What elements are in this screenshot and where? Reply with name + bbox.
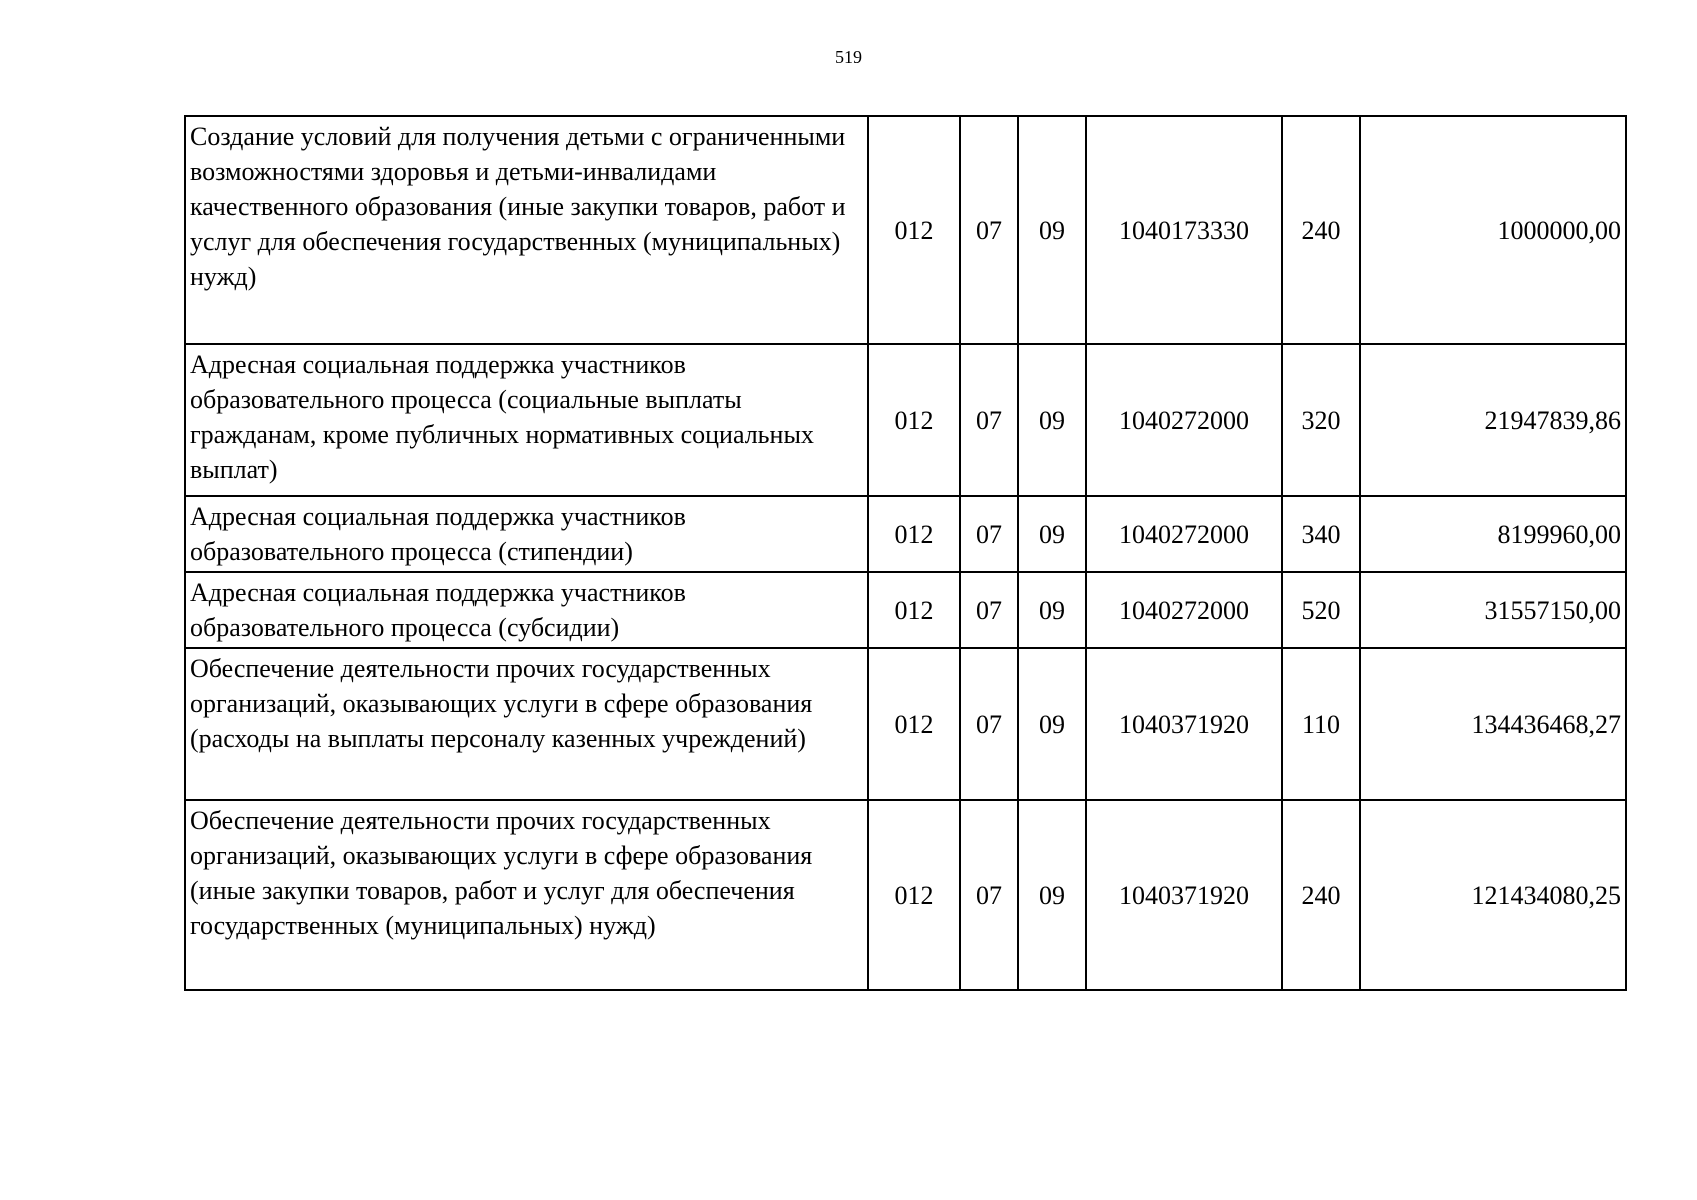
subsection-code: 09 — [1018, 800, 1086, 990]
subsection-code: 09 — [1018, 344, 1086, 496]
expense-type-code: 240 — [1282, 800, 1360, 990]
expense-type-code: 340 — [1282, 496, 1360, 572]
subsection-code: 09 — [1018, 116, 1086, 344]
amount: 121434080,25 — [1360, 800, 1626, 990]
amount: 134436468,27 — [1360, 648, 1626, 800]
section-code: 07 — [960, 572, 1018, 648]
target-article-code: 1040272000 — [1086, 572, 1282, 648]
subsection-code: 09 — [1018, 496, 1086, 572]
table-row — [185, 116, 1626, 344]
ministry-code: 012 — [868, 496, 960, 572]
table-row — [185, 648, 1626, 800]
ministry-code: 012 — [868, 572, 960, 648]
subsection-code: 09 — [1018, 572, 1086, 648]
table-row — [185, 344, 1626, 496]
target-article-code: 1040371920 — [1086, 648, 1282, 800]
expense-name: Адресная социальная поддержка участников образовательного процесса (субсидии) — [185, 572, 868, 648]
ministry-code: 012 — [868, 648, 960, 800]
table-row — [185, 800, 1626, 990]
ministry-code: 012 — [868, 800, 960, 990]
target-article-code: 1040272000 — [1086, 344, 1282, 496]
subsection-code: 09 — [1018, 648, 1086, 800]
amount: 31557150,00 — [1360, 572, 1626, 648]
target-article-code: 1040371920 — [1086, 800, 1282, 990]
expense-name: Адресная социальная поддержка участников образовательного процесса (стипендии) — [185, 496, 868, 572]
amount: 8199960,00 — [1360, 496, 1626, 572]
expense-name: Обеспечение деятельности прочих государственных организаций, оказывающих услуги в сфере образования (иные закупки товаров, работ и услуг для обеспечения государственных (муниципальных) нужд) — [185, 800, 868, 990]
amount: 21947839,86 — [1360, 344, 1626, 496]
target-article-code: 1040173330 — [1086, 116, 1282, 344]
expense-name: Адресная социальная поддержка участников образовательного процесса (социальные выплаты гражданам, кроме публичных нормативных социальных выплат) — [185, 344, 868, 496]
page-number: 519 — [835, 47, 862, 67]
section-code: 07 — [960, 344, 1018, 496]
expense-type-code: 110 — [1282, 648, 1360, 800]
table-row — [185, 572, 1626, 648]
target-article-code: 1040272000 — [1086, 496, 1282, 572]
section-code: 07 — [960, 496, 1018, 572]
amount: 1000000,00 — [1360, 116, 1626, 344]
expense-type-code: 520 — [1282, 572, 1360, 648]
ministry-code: 012 — [868, 116, 960, 344]
table-row — [185, 496, 1626, 572]
section-code: 07 — [960, 116, 1018, 344]
expense-type-code: 240 — [1282, 116, 1360, 344]
section-code: 07 — [960, 648, 1018, 800]
ministry-code: 012 — [868, 344, 960, 496]
section-code: 07 — [960, 800, 1018, 990]
expense-name: Создание условий для получения детьми с ограниченными возможностями здоровья и детьми-инвалидами качественного образования (иные закупки товаров, работ и услуг для обеспечения государственных (муниципальных) нужд) — [185, 116, 868, 344]
expense-type-code: 320 — [1282, 344, 1360, 496]
expense-name: Обеспечение деятельности прочих государственных организаций, оказывающих услуги в сфере образования (расходы на выплаты персоналу казенных учреждений) — [185, 648, 868, 800]
budget-table — [184, 115, 1627, 991]
